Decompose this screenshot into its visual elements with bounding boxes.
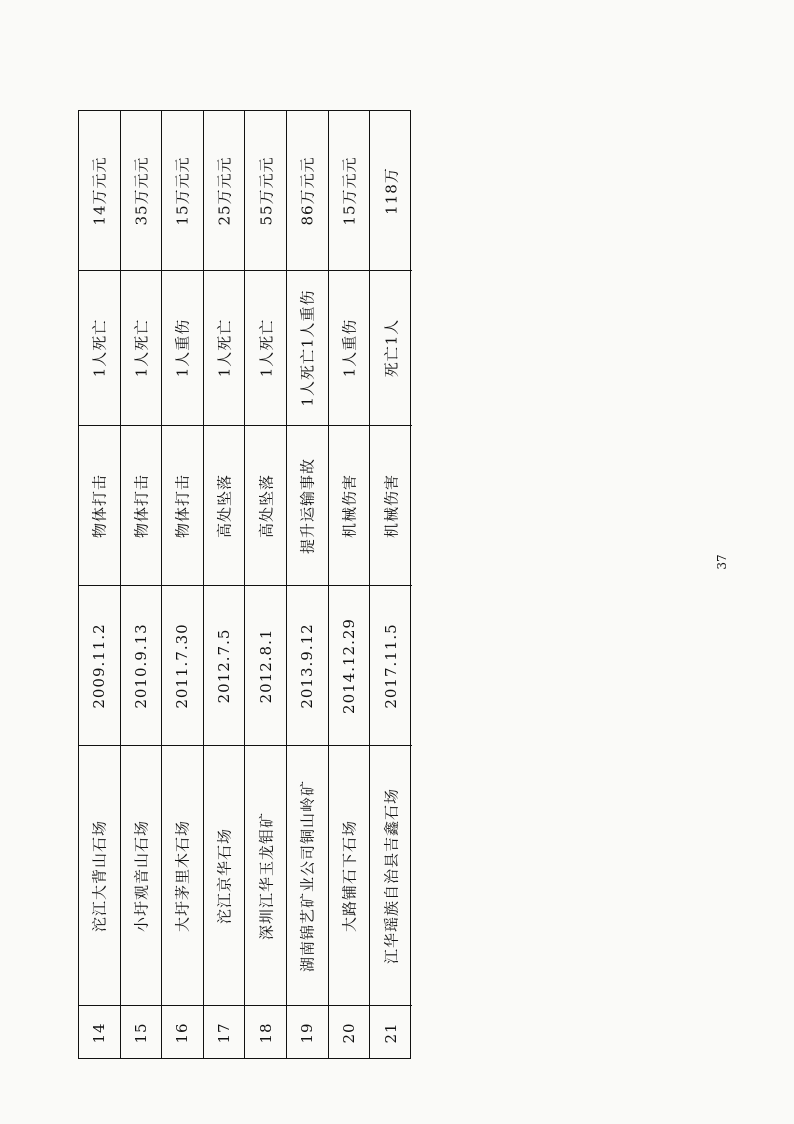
cell-loss (162, 111, 203, 271)
cell-text-type: 物体打击 (90, 473, 109, 538)
cell-text-unit: 大圩茅里木石场 (173, 819, 192, 932)
cell-loss (245, 111, 286, 271)
cell-unit (329, 746, 370, 1006)
cell-loss (370, 111, 412, 271)
cell-no (204, 1006, 245, 1060)
cell-text-casualty: 1人重伤 (173, 318, 192, 378)
cell-text-unit: 湖南锦艺矿业公司铜山岭矿 (298, 779, 317, 972)
cell-date (79, 586, 120, 746)
cell-loss (287, 111, 328, 271)
cell-casualty (370, 271, 412, 426)
cell-text-no: 20 (339, 1022, 358, 1044)
cell-unit (245, 746, 286, 1006)
cell-type (329, 426, 370, 586)
cell-date (287, 586, 328, 746)
cell-loss (204, 111, 245, 271)
cell-text-unit: 沱江大背山石场 (90, 819, 109, 932)
cell-text-unit: 江华瑶族自治县吉鑫石场 (382, 787, 401, 964)
cell-text-no: 15 (131, 1022, 150, 1044)
cell-text-no: 21 (381, 1022, 400, 1044)
table-row (121, 111, 163, 1058)
cell-text-date: 2012.7.5 (215, 628, 234, 703)
cell-type (204, 426, 245, 586)
cell-text-no: 19 (298, 1022, 317, 1044)
cell-casualty (121, 271, 162, 426)
table-row (204, 111, 246, 1058)
cell-date (329, 586, 370, 746)
cell-type (245, 426, 286, 586)
cell-text-unit: 小圩观音山石场 (132, 819, 151, 932)
cell-no (329, 1006, 370, 1060)
cell-text-loss: 15万元元 (340, 155, 359, 226)
cell-date (370, 586, 412, 746)
table-row (329, 111, 371, 1058)
cell-text-unit: 沱江京华石场 (215, 827, 234, 924)
cell-loss (79, 111, 120, 271)
cell-text-casualty: 1人死亡 (257, 318, 276, 378)
accident-table (78, 110, 411, 1059)
cell-no (245, 1006, 286, 1060)
cell-date (204, 586, 245, 746)
cell-text-date: 2013.9.12 (298, 622, 317, 709)
cell-text-unit: 大路铺石下石场 (340, 819, 359, 932)
cell-type (79, 426, 120, 586)
cell-casualty (245, 271, 286, 426)
cell-text-date: 2014.12.29 (339, 617, 358, 714)
cell-no (162, 1006, 203, 1060)
cell-text-type: 高处坠落 (215, 473, 234, 538)
cell-unit (121, 746, 162, 1006)
cell-text-no: 18 (256, 1022, 275, 1044)
cell-text-loss: 55万元元 (257, 155, 276, 226)
table-row (370, 111, 412, 1058)
table-row (245, 111, 287, 1058)
cell-casualty (162, 271, 203, 426)
cell-text-date: 2009.11.2 (90, 622, 109, 709)
cell-unit (162, 746, 203, 1006)
cell-text-casualty: 1人死亡 (90, 318, 109, 378)
cell-type (370, 426, 412, 586)
cell-text-type: 高处坠落 (257, 473, 276, 538)
cell-type (287, 426, 328, 586)
cell-text-casualty: 1人死亡 (132, 318, 151, 378)
cell-text-casualty: 死亡1人 (382, 318, 401, 378)
cell-text-unit: 深圳江华玉龙钼矿 (257, 811, 276, 940)
cell-no (370, 1006, 412, 1060)
cell-casualty (287, 271, 328, 426)
cell-loss (121, 111, 162, 271)
table-row (79, 111, 121, 1058)
cell-text-casualty: 1人死亡1人重伤 (298, 289, 317, 407)
table-row (287, 111, 329, 1058)
cell-text-casualty: 1人重伤 (340, 318, 359, 378)
cell-date (245, 586, 286, 746)
cell-casualty (329, 271, 370, 426)
cell-unit (287, 746, 328, 1006)
cell-date (121, 586, 162, 746)
cell-text-casualty: 1人死亡 (215, 318, 234, 378)
cell-text-no: 16 (173, 1022, 192, 1044)
cell-date (162, 586, 203, 746)
cell-text-loss: 118万 (382, 166, 401, 215)
cell-text-date: 2011.7.30 (173, 622, 192, 709)
cell-text-no: 14 (90, 1022, 109, 1044)
cell-casualty (79, 271, 120, 426)
cell-text-loss: 35万元元 (132, 155, 151, 226)
cell-no (79, 1006, 120, 1060)
cell-text-type: 物体打击 (132, 473, 151, 538)
table-row (162, 111, 204, 1058)
cell-text-date: 2010.9.13 (131, 622, 150, 709)
cell-text-loss: 25万元元 (215, 155, 234, 226)
cell-text-loss: 86万元元 (298, 155, 317, 226)
cell-text-type: 机械伤害 (340, 473, 359, 538)
cell-text-loss: 14万元元 (90, 155, 109, 226)
cell-unit (370, 746, 412, 1006)
cell-type (162, 426, 203, 586)
cell-casualty (204, 271, 245, 426)
cell-text-type: 提升运输事故 (298, 457, 317, 554)
cell-text-date: 2017.11.5 (381, 622, 400, 709)
page-number: 37 (715, 554, 729, 570)
cell-type (121, 426, 162, 586)
cell-text-no: 17 (215, 1022, 234, 1044)
cell-unit (204, 746, 245, 1006)
cell-text-type: 物体打击 (173, 473, 192, 538)
cell-text-date: 2012.8.1 (256, 628, 275, 703)
cell-no (121, 1006, 162, 1060)
cell-no (287, 1006, 328, 1060)
cell-unit (79, 746, 120, 1006)
cell-text-type: 机械伤害 (382, 473, 401, 538)
cell-text-loss: 15万元元 (173, 155, 192, 226)
cell-loss (329, 111, 370, 271)
